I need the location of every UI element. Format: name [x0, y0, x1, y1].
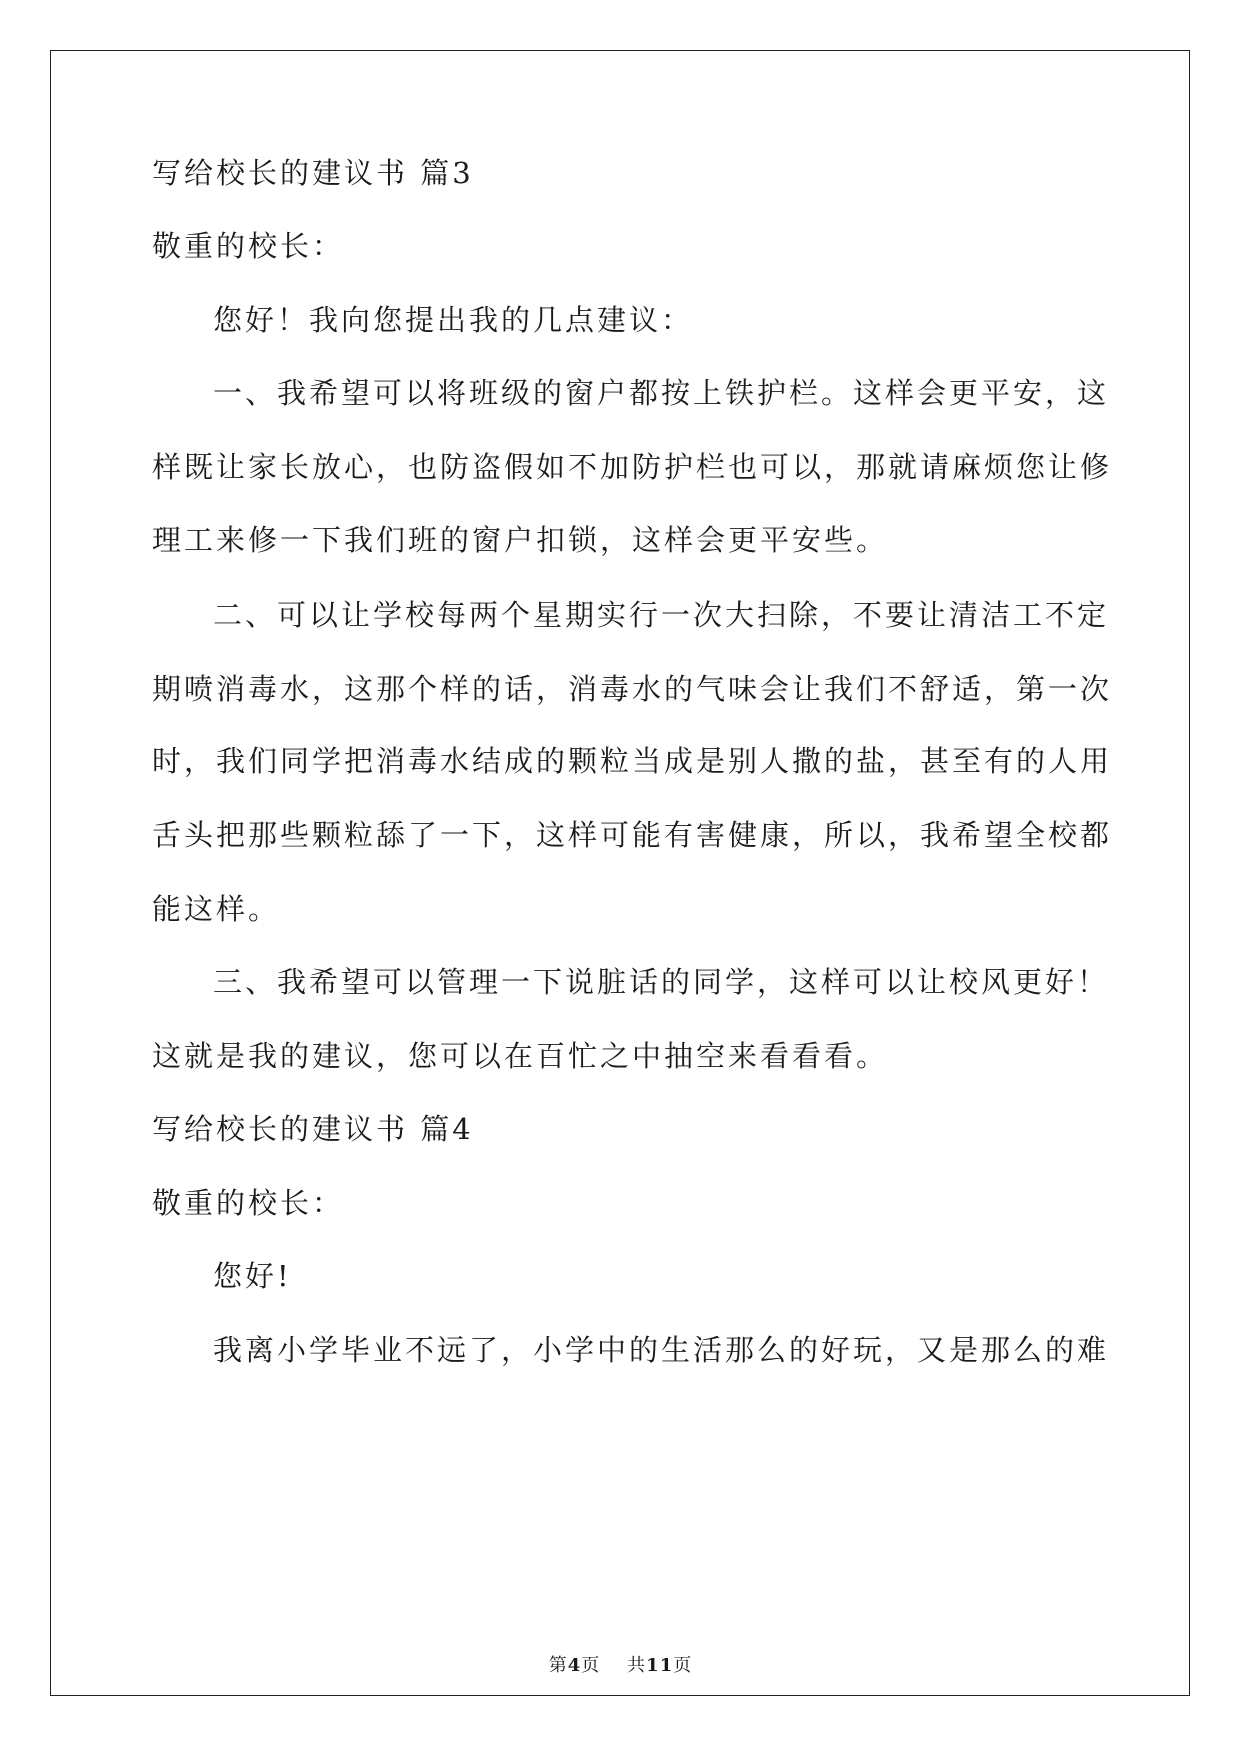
paragraph-2-line-1: 二、可以让学校每两个星期实行一次大扫除，不要让清洁工不定	[213, 598, 1110, 632]
paragraph-1-line-1: 一、我希望可以将班级的窗户都按上铁护栏。这样会更平安，这	[213, 376, 1110, 410]
paragraph-1-line-3: 理工来修一下我们班的窗户扣锁，这样会更平安些。	[152, 523, 889, 557]
paragraph-2-line-4: 舌头把那些颗粒舔了一下，这样可能有害健康，所以，我希望全校都	[152, 818, 1113, 852]
page-border	[50, 50, 1190, 1696]
page-footer	[0, 1654, 1241, 1678]
paragraph-3-line-2: 这就是我的建议，您可以在百忙之中抽空来看看看。	[152, 1039, 889, 1073]
paragraph-1-line-2: 样既让家长放心，也防盗假如不加防护栏也可以，那就请麻烦您让修	[152, 450, 1113, 484]
paragraph-2-line-5: 能这样。	[152, 892, 281, 926]
greeting-3: 您好！我向您提出我的几点建议：	[213, 303, 694, 337]
section-heading-4: 写给校长的建议书 篇4	[152, 1112, 474, 1146]
paragraph-2-line-3: 时，我们同学把消毒水结成的颗粒当成是别人撒的盐，甚至有的人用	[152, 744, 1113, 778]
greeting-4: 您好!	[213, 1259, 292, 1293]
footer-total-suffix: 页	[673, 1655, 693, 1676]
paragraph-3-line-1: 三、我希望可以管理一下说脏话的同学，这样可以让校风更好！	[213, 965, 1110, 999]
salutation-3: 敬重的校长：	[152, 229, 345, 263]
footer-total-pages: 11	[646, 1655, 674, 1676]
footer-prefix: 第	[548, 1655, 568, 1676]
footer-current-page: 4	[567, 1655, 582, 1676]
paragraph-4-line-1: 我离小学毕业不远了，小学中的生活那么的好玩，又是那么的难	[213, 1333, 1110, 1367]
paragraph-2-line-2: 期喷消毒水，这那个样的话，消毒水的气味会让我们不舒适，第一次	[152, 672, 1113, 706]
footer-total-prefix: 共	[627, 1655, 647, 1676]
salutation-4: 敬重的校长：	[152, 1186, 345, 1220]
section-heading-3: 写给校长的建议书 篇3	[152, 156, 474, 190]
footer-page-word: 页	[581, 1655, 601, 1676]
